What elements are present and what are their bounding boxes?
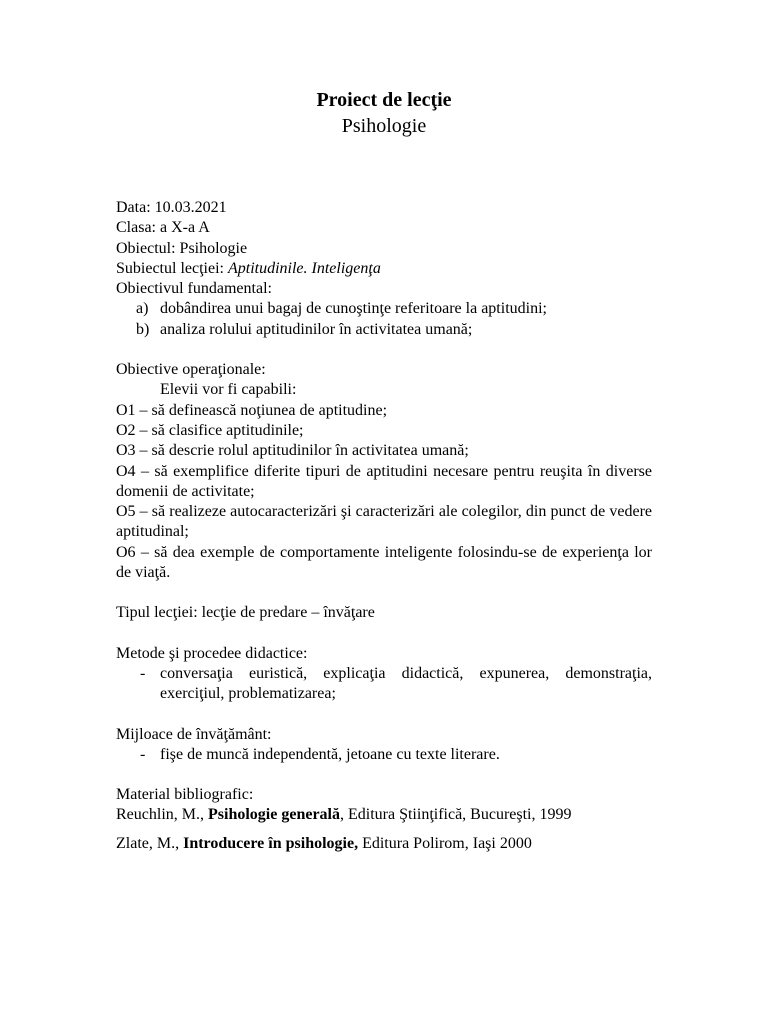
bibliography-author: Reuchlin, M., [116, 806, 208, 824]
list-item-text: conversaţia euristică, explicaţia didactică, expunerea, demonstraţia, exerciţiul, problematizarea; [160, 664, 652, 703]
bibliography-entry [116, 805, 652, 825]
bibliography-title: Psihologie generală [208, 806, 340, 824]
operational-objectives-intro: Elevii vor fi capabili: [160, 381, 297, 399]
list-marker: b) [136, 320, 150, 338]
list-item-text: fişe de muncă independentă, jetoane cu texte literare. [160, 745, 500, 763]
fundamental-objective-label: Obiectivul fundamental: [116, 280, 272, 298]
bibliography-entry [116, 834, 652, 854]
bibliography-title: Introducere în psihologie, [183, 834, 359, 852]
class-line: Clasa: a X-a A [116, 219, 210, 237]
list-marker: - [140, 745, 146, 763]
bibliography-author: Zlate, M., [116, 834, 184, 852]
materials-item [116, 745, 652, 765]
methods-heading: Metode şi procedee didactice: [116, 644, 308, 662]
operational-objective: O6 – să dea exemple de comportamente inteligente folosindu-se de experienţa lor de viaţă. [116, 543, 652, 582]
list-marker: a) [136, 300, 149, 318]
bibliography-publisher: Editura Polirom, Iaşi 2000 [358, 834, 532, 852]
document-subtitle: Psihologie [341, 115, 427, 137]
lesson-topic-value: Aptitudinile. Inteligenţa [227, 259, 381, 277]
lesson-topic-line [116, 259, 652, 279]
operational-objective: O2 – să clasifice aptitudinile; [116, 421, 304, 439]
operational-objective: O1 – să definească noţiunea de aptitudine; [116, 401, 388, 419]
subject-line: Obiectul: Psihologie [116, 239, 248, 257]
operational-objectives-heading: Obiective operaţionale: [116, 361, 266, 379]
lesson-topic-label: Subiectul lecţiei: [116, 259, 228, 277]
fundamental-objective-item [116, 299, 652, 319]
lesson-type-line: Tipul lecţiei: lecţie de predare – învăţare [116, 604, 375, 622]
list-marker: - [140, 664, 146, 682]
operational-objective: O3 – să descrie rolul aptitudinilor în activitatea umană; [116, 442, 469, 460]
fundamental-objective-item [116, 320, 652, 340]
operational-objective: O4 – să exemplifice diferite tipuri de aptitudini necesare pentru reuşita în diverse domenii de activitate; [116, 462, 652, 500]
materials-heading: Mijloace de învăţământ: [116, 725, 272, 743]
operational-objective: O5 – să realizeze autocaracterizări şi caracterizări ale colegilor, din punct de vedere aptitudinal; [116, 503, 652, 541]
list-item-text: dobândirea unui bagaj de cunoştinţe referitoare la aptitudini; [160, 300, 547, 318]
document-body [116, 198, 652, 854]
document-title: Proiect de lecţie [316, 89, 452, 111]
bibliography-publisher: , Editura Ştiinţifică, Bucureşti, 1999 [339, 806, 572, 824]
date-line: Data: 10.03.2021 [116, 199, 227, 216]
bibliography-heading: Material bibliografic: [116, 786, 254, 804]
list-item-text: analiza rolului aptitudinilor în activitatea umană; [160, 320, 473, 338]
methods-item [116, 664, 652, 705]
